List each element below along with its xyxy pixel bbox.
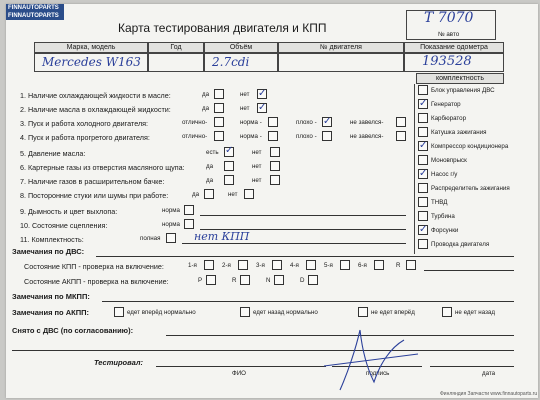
car-number-value: T 7070 — [424, 10, 474, 26]
kit-checkbox-9[interactable] — [418, 211, 428, 221]
car-number-label: № авто — [438, 31, 460, 38]
q10-label: 10. Состояние сцепления: — [20, 221, 108, 230]
q6-no-checkbox[interactable] — [270, 161, 280, 171]
q11-full-label: полная — [140, 235, 161, 242]
q7-no-label: нет — [252, 177, 262, 184]
akpp-d-label: D — [300, 277, 305, 284]
kit-checkbox-0[interactable] — [418, 85, 428, 95]
check-mark-icon: ✓ — [323, 116, 332, 127]
kit-checkbox-5[interactable] — [418, 155, 428, 165]
remarks-dvs-line — [96, 256, 514, 257]
q7-no-checkbox[interactable] — [270, 175, 280, 185]
q5-no-label: нет — [252, 149, 262, 156]
remarks-mkpp-line — [102, 301, 514, 302]
q6-yes-checkbox[interactable] — [224, 161, 234, 171]
akpp-r-label: R — [232, 277, 237, 284]
q2-no-label: нет — [240, 105, 250, 112]
kpp-g3-checkbox[interactable] — [272, 260, 282, 270]
page-title: Карта тестирования двигателя и КПП — [118, 21, 327, 35]
q9-norm-checkbox[interactable] — [184, 205, 194, 215]
q1-yes-label: да — [202, 91, 210, 98]
q10-norm-label: норма — [162, 221, 180, 228]
q5-no-checkbox[interactable] — [270, 147, 280, 157]
kpp-g2-checkbox[interactable] — [238, 260, 248, 270]
q3-excellent-checkbox[interactable] — [214, 117, 224, 127]
cell-year — [148, 53, 204, 72]
q5-label: 5. Давление масла: — [20, 149, 86, 158]
q9-norm-label: норма — [162, 207, 180, 214]
kit-checkbox-3[interactable] — [418, 127, 428, 137]
logo — [6, 4, 64, 20]
kit-label-1: Генератор — [431, 101, 461, 108]
kpp-g6-checkbox[interactable] — [374, 260, 384, 270]
kit-label-10: Форсунки — [431, 227, 459, 234]
q1-no-label: нет — [240, 91, 250, 98]
akpp-back-ok-checkbox[interactable] — [240, 307, 250, 317]
kit-label-0: Блок управления ДВС — [431, 87, 495, 94]
q9-label: 9. Дымность и цвет выхлопа: — [20, 207, 118, 216]
q8-label: 8. Посторонние стуки или шумы при работе: — [20, 191, 169, 200]
col-make: Марка, модель — [34, 42, 148, 53]
akpp-n-label: N — [266, 277, 271, 284]
logo-line-1: FINNAUTOPARTS — [8, 5, 59, 11]
q7-yes-label: да — [206, 177, 214, 184]
q11-full-checkbox[interactable] — [166, 233, 176, 243]
kit-label-9: Турбина — [431, 213, 455, 220]
col-odometer: Показание одометра — [404, 42, 504, 53]
q4-bad-label: плохо - — [296, 133, 317, 140]
fio-line — [156, 366, 326, 367]
q8-no-checkbox[interactable] — [244, 189, 254, 199]
check-mark-icon: ✓ — [419, 98, 428, 109]
akpp-back-ok-label: едет назад нормально — [253, 309, 318, 316]
kit-label-4: Компрессор кондиционера — [431, 143, 509, 150]
q8-no-label: нет — [228, 191, 238, 198]
check-mark-icon: ✓ — [258, 88, 267, 99]
q6-yes-label: да — [206, 163, 214, 170]
kpp-g4-label: 4-я — [290, 262, 299, 269]
kit-label-11: Проводка двигателя — [431, 241, 490, 248]
q3-label: 3. Пуск и работа холодного двигателя: — [20, 119, 149, 128]
q4-normal-checkbox[interactable] — [268, 131, 278, 141]
kpp-g1-checkbox[interactable] — [204, 260, 214, 270]
q3-nostart-label: не завелся- — [350, 119, 384, 126]
q4-nostart-label: не завелся- — [350, 133, 384, 140]
kit-checkbox-8[interactable] — [418, 197, 428, 207]
q1-yes-checkbox[interactable] — [214, 89, 224, 99]
q11-label: 11. Комплектность: — [20, 235, 84, 244]
q4-excellent-label: отлично- — [182, 133, 208, 140]
akpp-state-label: Состояние АКПП - проверка на включение: — [24, 277, 169, 286]
q5-yes-label: есть — [206, 149, 219, 156]
q1-label: 1. Наличие охлаждающей жидкости в масле: — [20, 91, 171, 100]
q2-yes-checkbox[interactable] — [214, 103, 224, 113]
odometer-value: 193528 — [422, 54, 472, 69]
kit-label-2: Карбюратор — [431, 115, 467, 122]
q3-excellent-label: отлично- — [182, 119, 208, 126]
removed-label: Снято с ДВС (по согласованию): — [12, 326, 134, 335]
tested-label: Тестировал: — [94, 358, 143, 367]
kit-label-6: Насос г/у — [431, 171, 458, 178]
sign-label: подпись — [366, 370, 390, 377]
q3-normal-checkbox[interactable] — [268, 117, 278, 127]
col-year: Год — [148, 42, 204, 53]
removed-line-2 — [12, 350, 514, 351]
volume-value: 2.7cdi — [212, 55, 250, 69]
check-mark-icon: ✓ — [225, 145, 234, 156]
akpp-no-fwd-checkbox[interactable] — [358, 307, 368, 317]
q4-label: 4. Пуск и работа прогретого двигателя: — [20, 133, 150, 142]
kit-label-8: ТНВД — [431, 199, 448, 206]
kit-checkbox-2[interactable] — [418, 113, 428, 123]
q7-label: 7. Наличие газов в расширительном бачке: — [20, 177, 165, 186]
akpp-p-checkbox[interactable] — [206, 275, 216, 285]
remarks-akpp-label: Замечания по АКПП: — [12, 308, 89, 317]
kit-label-3: Катушка зажигания — [431, 129, 487, 136]
make-value: Mercedes W163 — [42, 55, 141, 69]
q6-no-label: нет — [252, 163, 262, 170]
q11-line — [182, 243, 406, 244]
kit-label-5: Моновпрыск — [431, 157, 467, 164]
q3-nostart-checkbox[interactable] — [396, 117, 406, 127]
q10-norm-checkbox[interactable] — [184, 219, 194, 229]
q8-yes-checkbox[interactable] — [204, 189, 214, 199]
remarks-dvs-label: Замечания по ДВС: — [12, 247, 85, 256]
kpp-line — [424, 270, 514, 271]
kpp-g5-label: 5-я — [324, 262, 333, 269]
date-label: дата — [482, 370, 496, 377]
q4-normal-label: норма - — [240, 133, 262, 140]
check-mark-icon: ✓ — [258, 102, 267, 113]
kpp-gr-checkbox[interactable] — [406, 260, 416, 270]
kpp-state-label: Состояние КПП - проверка на включение: — [24, 262, 164, 271]
q3-bad-label: плохо - — [296, 119, 317, 126]
q9-line — [200, 215, 406, 216]
remarks-mkpp-label: Замечания по МКПП: — [12, 292, 90, 301]
test-card-sheet — [6, 4, 538, 398]
q2-yes-label: да — [202, 105, 210, 112]
q2-label: 2. Наличие масла в охлаждающей жидкости: — [20, 105, 171, 114]
col-volume: Объём — [204, 42, 278, 53]
kpp-g3-label: 3-я — [256, 262, 265, 269]
akpp-r-checkbox[interactable] — [240, 275, 250, 285]
kpp-gr-label: R — [396, 262, 401, 269]
logo-line-2: FINNAUTOPARTS — [8, 13, 59, 19]
kit-divider — [414, 84, 415, 254]
date-line — [430, 366, 514, 367]
akpp-fwd-ok-label: едет вперёд нормально — [127, 309, 196, 316]
kit-checkbox-7[interactable] — [418, 183, 428, 193]
fio-label: ФИО — [232, 370, 246, 377]
kpp-g6-label: 6-я — [358, 262, 367, 269]
akpp-no-fwd-label: не едет вперёд — [371, 309, 415, 316]
akpp-d-checkbox[interactable] — [308, 275, 318, 285]
q8-yes-label: да — [192, 191, 200, 198]
kpp-g2-label: 2-я — [222, 262, 231, 269]
kit-label-7: Распределитель зажигания — [431, 185, 510, 192]
q3-normal-label: норма - — [240, 119, 262, 126]
akpp-n-checkbox[interactable] — [274, 275, 284, 285]
akpp-p-label: P — [198, 277, 203, 284]
q4-nostart-checkbox[interactable] — [396, 131, 406, 141]
col-engine-no: № двигателя — [278, 42, 404, 53]
q6-label: 6. Картерные газы из отверстия масляного щупа: — [20, 163, 185, 172]
q4-excellent-checkbox[interactable] — [214, 131, 224, 141]
footer-text: Финляндия Запчасти www.finnautoparts.ru — [440, 391, 538, 397]
signature-drawing — [320, 326, 430, 394]
kit-header: комплектность — [416, 73, 504, 84]
check-mark-icon: ✓ — [419, 224, 428, 235]
akpp-no-back-label: не едет назад — [455, 309, 495, 316]
q11-handwritten: нет КПП — [194, 230, 250, 243]
cell-engine-no — [278, 53, 404, 72]
akpp-fwd-ok-checkbox[interactable] — [114, 307, 124, 317]
check-mark-icon: ✓ — [419, 168, 428, 179]
kpp-g5-checkbox[interactable] — [340, 260, 350, 270]
akpp-no-back-checkbox[interactable] — [442, 307, 452, 317]
q4-bad-checkbox[interactable] — [322, 131, 332, 141]
kpp-g1-label: 1-я — [188, 262, 197, 269]
kit-checkbox-11[interactable] — [418, 239, 428, 249]
check-mark-icon: ✓ — [419, 140, 428, 151]
q7-yes-checkbox[interactable] — [224, 175, 234, 185]
kpp-g4-checkbox[interactable] — [306, 260, 316, 270]
